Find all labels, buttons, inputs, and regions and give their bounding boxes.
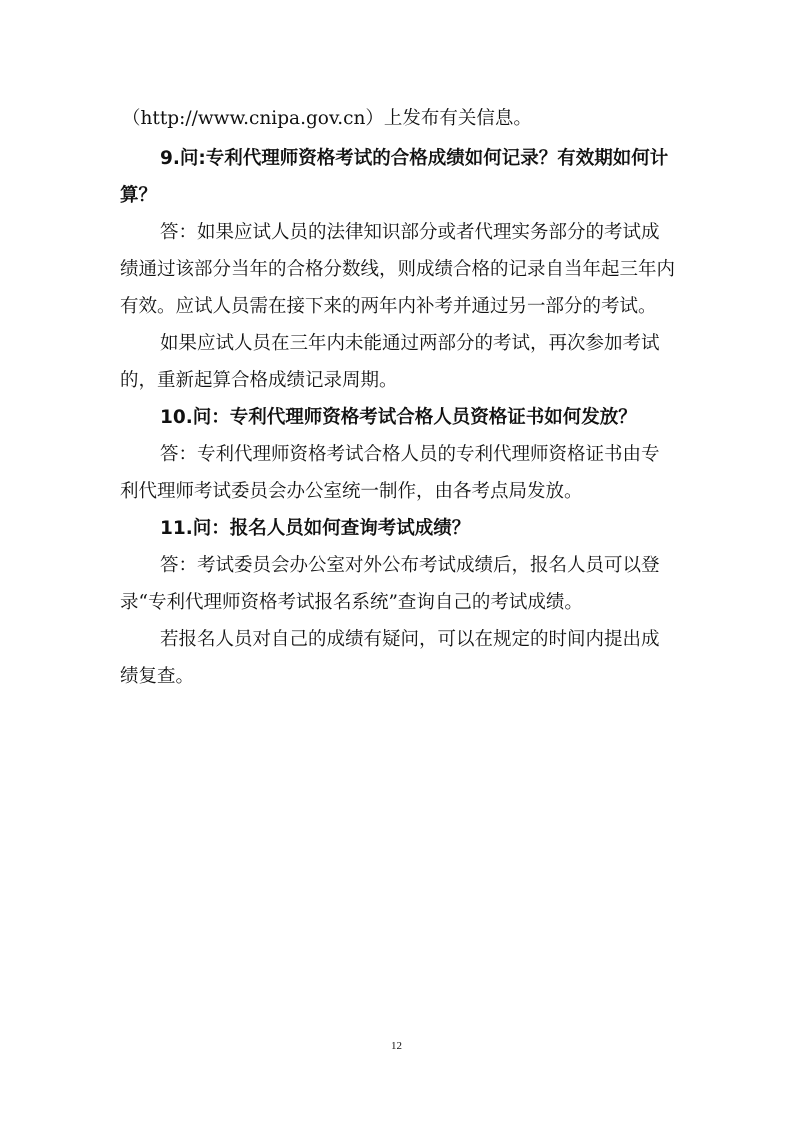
answer-9-line: 有效。应试人员需在接下来的两年内补考并通过另一部分的考试。: [120, 296, 657, 317]
answer-9-line: 答：如果应试人员的法律知识部分或者代理实务部分的考试成: [160, 222, 660, 243]
body-text-line: （http://www.cnipa.gov.cn）上发布有关信息。: [122, 108, 532, 129]
question-11-heading: 11.问：报名人员如何查询考试成绩？: [160, 518, 471, 539]
question-10-heading: 10.问：专利代理师资格考试合格人员资格证书如何发放？: [160, 407, 637, 428]
question-9-heading-cont: 算？: [120, 185, 158, 206]
answer-11-line: 答：考试委员会办公室对外公布考试成绩后，报名人员可以登: [160, 555, 660, 576]
answer-9-paragraph-2: 如果应试人员在三年内未能通过两部分的考试，再次参加考试: [160, 333, 660, 354]
answer-11-line: 录“专利代理师资格考试报名系统”查询自己的考试成绩。: [120, 592, 583, 613]
answer-10-line: 利代理师考试委员会办公室统一制作，由各考点局发放。: [120, 481, 583, 502]
answer-9-paragraph-2-cont: 的，重新起算合格成绩记录周期。: [120, 370, 398, 391]
answer-11-paragraph-2: 若报名人员对自己的成绩有疑问，可以在规定的时间内提出成: [160, 629, 660, 650]
answer-11-paragraph-2-cont: 绩复查。: [120, 666, 195, 687]
question-9-heading: 9.问:专利代理师资格考试的合格成绩如何记录？有效期如何计: [160, 148, 669, 169]
answer-10-line: 答：专利代理师资格考试合格人员的专利代理师资格证书由专: [160, 444, 660, 465]
page-number: 12: [391, 1040, 402, 1052]
answer-9-line: 绩通过该部分当年的合格分数线，则成绩合格的记录自当年起三年内: [120, 259, 676, 280]
